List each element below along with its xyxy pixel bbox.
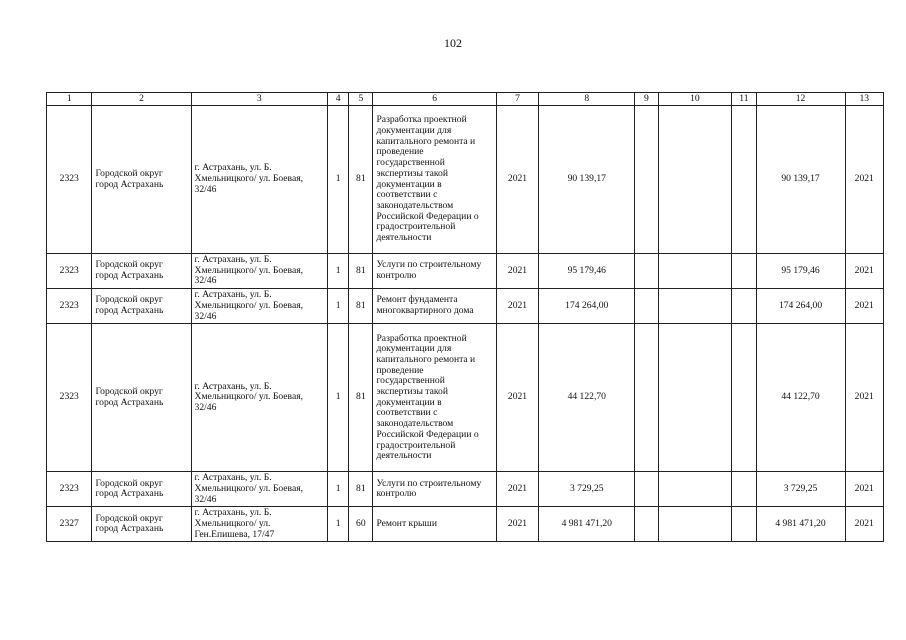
address: г. Астрахань, ул. Б. Хмельницкого/ ул. Боевая, 32/46 [191, 472, 327, 507]
page-number: 102 [444, 36, 462, 50]
col-4-value: 1 [328, 254, 349, 289]
table-row [47, 106, 884, 254]
table-row [47, 324, 884, 472]
work-type: Разработка проектной документации для капитального ремонта и проведение государственной экспертизы такой документации в соответствии с законодательством Российской Федерации о градостроительной деятельности [373, 324, 496, 472]
col-10-value [658, 254, 732, 289]
col-10-value [658, 324, 732, 472]
col-9-value [635, 254, 658, 289]
record-number: 2323 [47, 472, 92, 507]
column-header: 12 [756, 93, 845, 106]
col-11-value [732, 324, 756, 472]
col-9-value [635, 507, 658, 542]
column-header: 5 [349, 93, 373, 106]
completion-year: 2021 [845, 289, 884, 324]
total-cost: 174 264,00 [539, 289, 635, 324]
col-10-value [658, 289, 732, 324]
record-number: 2323 [47, 254, 92, 289]
column-header: 6 [373, 93, 496, 106]
col-4-value: 1 [328, 289, 349, 324]
municipality: Городской округ город Астрахань [92, 106, 191, 254]
col-10-value [658, 507, 732, 542]
column-header: 4 [328, 93, 349, 106]
fund-cost: 90 139,17 [756, 106, 845, 254]
completion-year: 2021 [845, 472, 884, 507]
column-header: 7 [496, 93, 538, 106]
column-header: 9 [635, 93, 658, 106]
municipality: Городской округ город Астрахань [92, 507, 191, 542]
work-type: Услуги по строительному контролю [373, 254, 496, 289]
col-4-value: 1 [328, 472, 349, 507]
column-number-row [47, 93, 884, 106]
address: г. Астрахань, ул. Б. Хмельницкого/ ул. Боевая, 32/46 [191, 324, 327, 472]
col-4-value: 1 [328, 324, 349, 472]
total-cost: 44 122,70 [539, 324, 635, 472]
work-type: Услуги по строительному контролю [373, 472, 496, 507]
table-row [47, 507, 884, 542]
column-header: 1 [47, 93, 92, 106]
col-5-value: 60 [349, 507, 373, 542]
municipality: Городской округ город Астрахань [92, 254, 191, 289]
table-row [47, 289, 884, 324]
column-header: 2 [92, 93, 191, 106]
col-11-value [732, 289, 756, 324]
col-11-value [732, 106, 756, 254]
year: 2021 [496, 106, 538, 254]
year: 2021 [496, 324, 538, 472]
col-9-value [635, 472, 658, 507]
col-5-value: 81 [349, 324, 373, 472]
col-5-value: 81 [349, 289, 373, 324]
record-number: 2323 [47, 106, 92, 254]
year: 2021 [496, 472, 538, 507]
col-5-value: 81 [349, 254, 373, 289]
total-cost: 90 139,17 [539, 106, 635, 254]
fund-cost: 174 264,00 [756, 289, 845, 324]
year: 2021 [496, 254, 538, 289]
col-9-value [635, 324, 658, 472]
year: 2021 [496, 507, 538, 542]
year: 2021 [496, 289, 538, 324]
record-number: 2323 [47, 289, 92, 324]
column-header: 3 [191, 93, 327, 106]
fund-cost: 4 981 471,20 [756, 507, 845, 542]
col-4-value: 1 [328, 507, 349, 542]
col-5-value: 81 [349, 472, 373, 507]
col-10-value [658, 106, 732, 254]
fund-cost: 44 122,70 [756, 324, 845, 472]
total-cost: 4 981 471,20 [539, 507, 635, 542]
address: г. Астрахань, ул. Б. Хмельницкого/ ул. Боевая, 32/46 [191, 106, 327, 254]
fund-cost: 95 179,46 [756, 254, 845, 289]
municipality: Городской округ город Астрахань [92, 289, 191, 324]
col-5-value: 81 [349, 106, 373, 254]
municipality: Городской округ город Астрахань [92, 324, 191, 472]
record-number: 2323 [47, 324, 92, 472]
table-row [47, 472, 884, 507]
fund-cost: 3 729,25 [756, 472, 845, 507]
address: г. Астрахань, ул. Б. Хмельницкого/ ул. Боевая, 32/46 [191, 254, 327, 289]
col-11-value [732, 507, 756, 542]
capital-repair-table [46, 92, 884, 542]
municipality: Городской округ город Астрахань [92, 472, 191, 507]
col-9-value [635, 289, 658, 324]
total-cost: 95 179,46 [539, 254, 635, 289]
col-11-value [732, 254, 756, 289]
work-type: Разработка проектной документации для капитального ремонта и проведение государственной экспертизы такой документации в соответствии с законодательством Российской Федерации о градостроительной деятельности [373, 106, 496, 254]
column-header: 11 [732, 93, 756, 106]
col-11-value [732, 472, 756, 507]
record-number: 2327 [47, 507, 92, 542]
col-10-value [658, 472, 732, 507]
col-9-value [635, 106, 658, 254]
column-header: 8 [539, 93, 635, 106]
total-cost: 3 729,25 [539, 472, 635, 507]
completion-year: 2021 [845, 106, 884, 254]
work-type: Ремонт крыши [373, 507, 496, 542]
address: г. Астрахань, ул. Б. Хмельницкого/ ул. Боевая, 32/46 [191, 289, 327, 324]
work-type: Ремонт фундамента многоквартирного дома [373, 289, 496, 324]
completion-year: 2021 [845, 507, 884, 542]
completion-year: 2021 [845, 254, 884, 289]
col-4-value: 1 [328, 106, 349, 254]
column-header: 10 [658, 93, 732, 106]
table-row [47, 254, 884, 289]
address: г. Астрахань, ул. Б. Хмельницкого/ ул. Ген.Епишева, 17/47 [191, 507, 327, 542]
column-header: 13 [845, 93, 884, 106]
completion-year: 2021 [845, 324, 884, 472]
